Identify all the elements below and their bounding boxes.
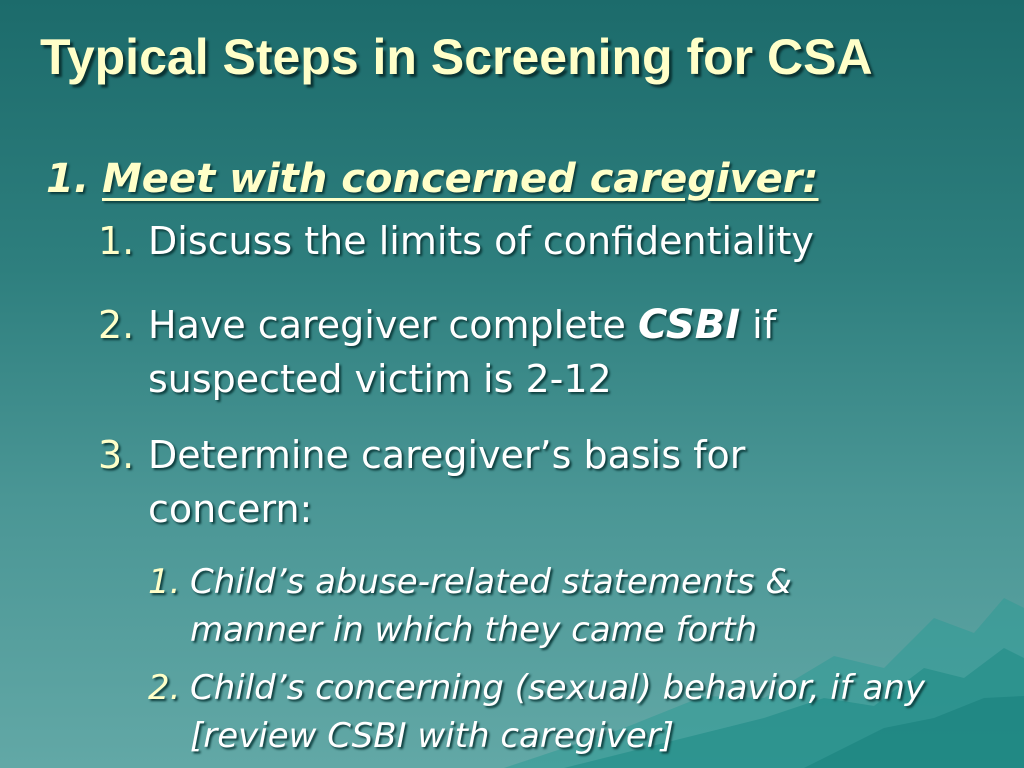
- substep-1: [98, 214, 968, 268]
- subsubstep-1: [148, 558, 920, 654]
- csbi-emphasis: CSBI: [637, 302, 741, 348]
- subsubstep-text: Child’s abuse-related statements & manner in which they came forth: [190, 562, 792, 650]
- substep-number: 2.: [98, 303, 135, 347]
- subsubstep-number: 2.: [148, 668, 181, 708]
- subsubstep-number: 1.: [148, 562, 181, 602]
- substep-text-before: Have caregiver complete: [148, 303, 638, 347]
- subsubstep-2: [148, 664, 1000, 760]
- step-label: Meet with concerned caregiver:: [102, 156, 819, 202]
- subsubstep-text: Child’s concerning (sexual) behavior, if any [review CSBI with caregiver]: [190, 668, 926, 756]
- substep-text: Determine caregiver’s basis for concern:: [148, 433, 746, 531]
- substep-number: 3.: [98, 433, 135, 477]
- substep-number: 1.: [98, 219, 135, 263]
- substep-3: [98, 428, 868, 536]
- substep-text-after: if suspected victim is 2-12: [148, 303, 777, 401]
- substep-text: Discuss the limits of confidentiality: [148, 219, 814, 263]
- slide-title: Typical Steps in Screening for CSA: [40, 29, 873, 85]
- substep-text: [148, 298, 968, 406]
- step-1: [46, 156, 819, 202]
- substep-2: [98, 298, 968, 406]
- step-number: 1.: [46, 156, 90, 202]
